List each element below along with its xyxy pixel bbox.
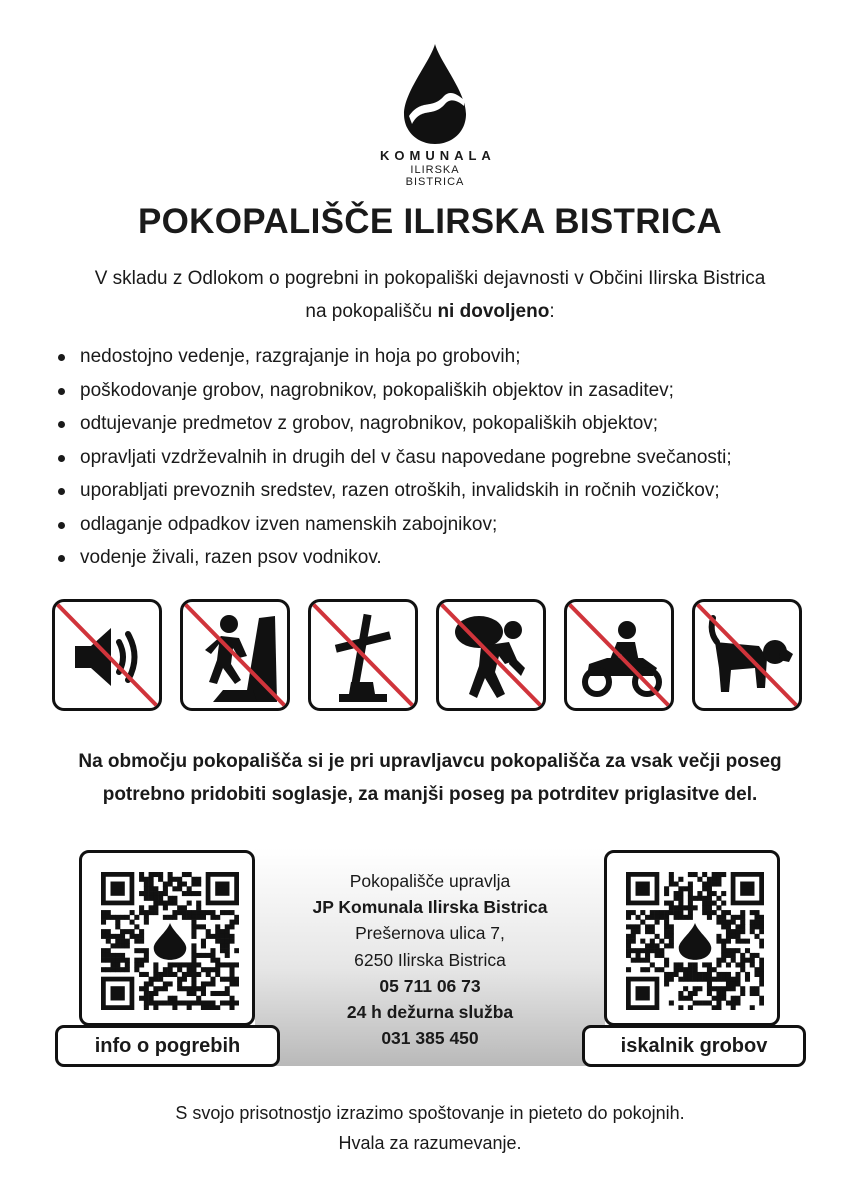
closing-text <box>0 1098 860 1158</box>
contact-phone: 05 711 06 73 <box>379 975 481 996</box>
closing-line-1: S svojo prisotnostjo izrazimo spoštovanje in pieteto do pokojnih. <box>175 1103 685 1123</box>
intro-suffix: : <box>549 301 555 322</box>
qr-code-icon <box>626 872 764 1010</box>
list-item: opravljati vzdrževalnih in drugih del v času napovedane pogrebne svečanosti; <box>55 441 835 475</box>
contact-street: Prešernova ulica 7, <box>355 923 505 944</box>
no-vehicles-icon <box>567 602 671 708</box>
list-item: odtujevanje predmetov z grobov, nagrobnikov, pokopaliških objektov; <box>55 407 835 441</box>
list-item: vodenje živali, razen psov vodnikov. <box>55 541 835 575</box>
list-item: uporabljati prevoznih sredstev, razen otroških, invalidskih in ročnih vozičkov; <box>55 474 835 508</box>
intro-text <box>0 262 860 328</box>
contact-duty: 24 h dežurna služba <box>346 1002 514 1023</box>
contact-intro: Pokopališče upravlja <box>349 871 511 891</box>
pictogram-no-damaging-crosses <box>308 599 418 711</box>
pictogram-no-walking <box>180 599 290 711</box>
intro-emphasis: ni dovoljeno <box>437 301 550 322</box>
prohibition-pictograms <box>52 599 812 717</box>
page-title: POKOPALIŠČE ILIRSKA BISTRICA <box>138 202 722 241</box>
pictogram-no-theft <box>436 599 546 711</box>
no-damaging-crosses-icon <box>311 602 415 708</box>
intro-line-2 <box>0 295 860 328</box>
qr-grave-search-label[interactable]: iskalnik grobov <box>582 1025 806 1067</box>
qr-funeral-info[interactable] <box>79 850 255 1026</box>
notice-line-1: Na območju pokopališča si je pri upravljavcu pokopališča za vsak večji poseg <box>78 751 782 772</box>
pictogram-no-noise <box>52 599 162 711</box>
qr-funeral-info-label[interactable]: info o pogrebih <box>55 1025 280 1067</box>
pictogram-no-dogs <box>692 599 802 711</box>
water-drop-logo-icon <box>400 40 470 146</box>
contact-duty-phone: 031 385 450 <box>381 1028 479 1049</box>
no-noise-icon <box>55 602 159 708</box>
list-item: nedostojno vedenje, razgrajanje in hoja po grobovih; <box>55 340 835 374</box>
contact-company: JP Komunala Ilirska Bistrica <box>312 897 548 918</box>
list-item: odlaganje odpadkov izven namenskih zabojnikov; <box>55 508 835 542</box>
list-item: poškodovanje grobov, nagrobnikov, pokopaliških objektov in zasaditev; <box>55 374 835 408</box>
contact-info <box>255 868 605 1051</box>
no-dogs-icon <box>695 602 799 708</box>
no-walking-on-graves-icon <box>183 602 287 708</box>
logo-name: KOMUNALA <box>380 148 496 163</box>
pictogram-no-vehicles <box>564 599 674 711</box>
prohibited-activities-list <box>55 340 835 575</box>
permission-notice <box>0 745 860 811</box>
qr-code-icon <box>101 872 239 1010</box>
qr-grave-search[interactable] <box>604 850 780 1026</box>
logo-subtitle: ILIRSKA BISTRICA <box>405 164 465 188</box>
intro-line-1: V skladu z Odlokom o pogrebni in pokopališki dejavnosti v Občini Ilirska Bistrica <box>94 268 766 289</box>
komunala-logo <box>380 40 496 188</box>
intro-prefix: na pokopališču <box>305 301 438 322</box>
notice-line-2: potrebno pridobiti soglasje, za manjši poseg pa potrditev priglasitve del. <box>102 784 758 805</box>
closing-line-2: Hvala za razumevanje. <box>338 1133 522 1153</box>
no-theft-icon <box>439 602 543 708</box>
contact-city: 6250 Ilirska Bistrica <box>354 949 506 970</box>
